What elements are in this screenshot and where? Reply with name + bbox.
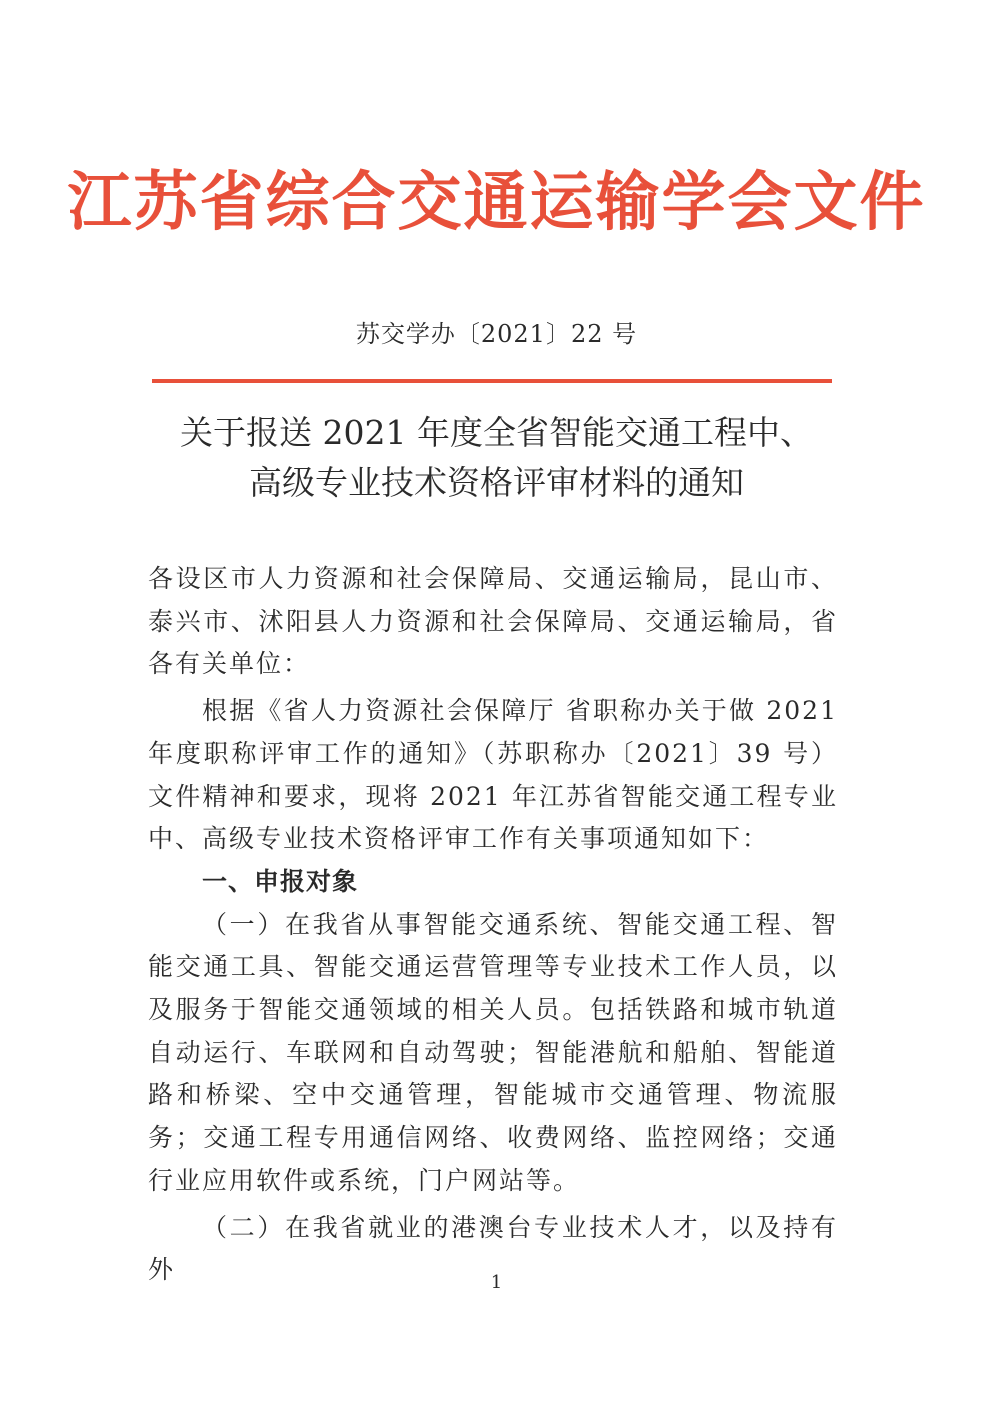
notice-title-line-1: 关于报送 2021 年度全省智能交通工程中、 [180, 413, 813, 452]
document-body [148, 558, 838, 1292]
red-divider-line [152, 379, 832, 383]
item-1-paragraph: （一）在我省从事智能交通系统、智能交通工程、智能交通工具、智能交通运营管理等专业技术工作人员，以及服务于智能交通领域的相关人员。包括铁路和城市轨道自动运行、车联网和自动驾驶；智能港航和船舶、智能道路和桥梁、空中交通管理，智能城市交通管理、物流服务；交通工程专用通信网络、收费网络、监控网络；交通行业应用软件或系统，门户网站等。 [148, 909, 838, 1195]
page-number: 1 [490, 1272, 503, 1293]
intro-paragraph: 根据《省人力资源社会保障厅 省职称办关于做 2021 年度职称评审工作的通知》（苏职称办〔2021〕39 号）文件精神和要求，现将 2021 年江苏省智能交通工程专业中、高级专业技术资格评审工作有关事项通知如下： [148, 696, 838, 854]
section-heading-applicants: 一、申报对象 [202, 866, 359, 896]
masthead-title: 江苏省综合交通运输学会文件 [67, 165, 926, 240]
document-number: 苏交学办〔2021〕22 号 [355, 320, 638, 348]
notice-title-line-2: 高级专业技术资格评审材料的通知 [249, 463, 744, 502]
addressee-paragraph: 各设区市人力资源和社会保障局、交通运输局，昆山市、泰兴市、沭阳县人力资源和社会保障局、交通运输局，省各有关单位： [148, 564, 838, 679]
item-2-paragraph: （二）在我省就业的港澳台专业技术人才，以及持有外 [148, 1212, 838, 1285]
notice-title [120, 408, 873, 508]
